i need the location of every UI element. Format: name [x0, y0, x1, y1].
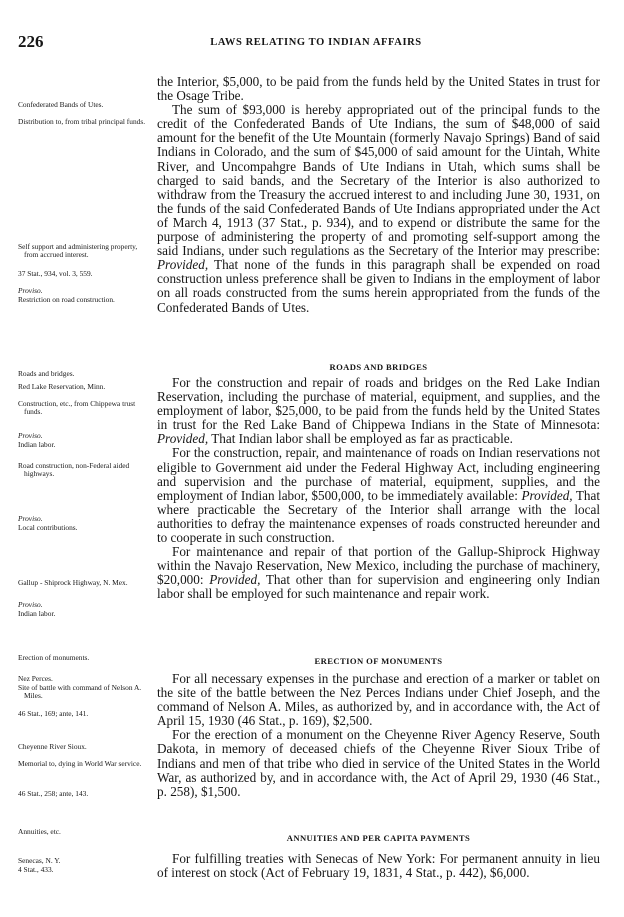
sidenote: Nez Perces. [18, 674, 53, 683]
sidenote: Restriction on road construction. [18, 295, 115, 304]
paragraph: For maintenance and repair of that portion of the Gallup-Shiprock Highway within the Navajo Reservation, New Mexico, including the purchase of machinery, $20,000: Provided, That other than for supervision and engineering only Indian labor shall be employed for such maintenance and repair work. [157, 544, 601, 602]
sidenote: Distribution to, from tribal principal funds. [18, 117, 146, 126]
paragraph: The sum of $93,000 is hereby appropriated out of the principal funds to the credit of the Confederated Bands of Ute Indians, the sum of $48,000 of said amount for the benefit of the Ute Mountain (formerly Navajo Springs) Band of said Indians in Colorado, and the sum of $45,000 of said amount for the Uintah, White River, and Uncompahgre Bands of Ute Indians in Utah, which sums shall be charged to said bands, and the Secretary of the Interior is also authorized to withdraw from the Treasury the accrued interest to and including June 30, 1931, on the funds of the said Confederated Bands of Ute Indians appropriated under the Act of March 4, 1913 (37 Stat., p. 934), and to expend or distribute the same for the purpose of administering the property of and promoting self-support among the said Indians, under such regulations as the Secretary of the Interior may prescribe: Provided, That none of the funds in this paragraph shall be expended on road construction unless preference shall be given to Indians in the employment of labor on all roads constructed from the sums herein appropriated from the funds of the Confederated Bands of Utes. [157, 102, 601, 315]
sidenote-proviso: Proviso. [18, 431, 43, 440]
section-heading: ERECTION OF MONUMENTS [314, 656, 443, 666]
section-heading: ANNUITIES AND PER CAPITA PAYMENTS [286, 833, 471, 843]
text-block-utes [157, 75, 600, 315]
page-header [18, 32, 614, 52]
sidenote: 46 Stat., 169; ante, 141. [18, 709, 89, 718]
sidenote-proviso: Proviso. [18, 286, 43, 295]
sidenote: Indian labor. [18, 609, 56, 618]
sidenote-proviso: Proviso. [18, 514, 43, 523]
sidenote: 37 Stat., 934, vol. 3, 559. [18, 269, 93, 278]
proviso-word: Provided, [157, 257, 209, 273]
sidenote: Confederated Bands of Utes. [18, 100, 104, 109]
sidenote: Erection of monuments. [18, 653, 90, 662]
paragraph: For all necessary expenses in the purchase and erection of a marker or tablet on the site of the battle between the Nez Perces Indians under Chief Joseph, and the command of Nelson A. Miles, as authorized by, and in accordance with, the Act of April 15, 1930 (46 Stat., p. 169), $2,500. [157, 671, 600, 729]
text-block-annuities [157, 852, 600, 880]
sidenote: Site of battle with command of Nelson A. Miles. [18, 683, 142, 701]
sidenote: Cheyenne River Sioux. [18, 742, 87, 751]
sidenote: Senecas, N. Y. [18, 856, 61, 865]
sidenote: Road construction, non-Federal aided highways. [18, 461, 130, 479]
section-heading: ROADS AND BRIDGES [329, 362, 428, 372]
sidenote: Red Lake Reservation, Minn. [18, 382, 106, 391]
sidenote: 46 Stat., 258; ante, 143. [18, 789, 89, 798]
page-number: 226 [18, 32, 44, 51]
sidenote: Annuities, etc. [18, 827, 61, 836]
paragraph: For the construction and repair of roads and bridges on the Red Lake Indian Reservation, including the purchase of material, equipment, and supplies, and the employment of labor, $25,000, to be paid from the funds held by the United States in trust for the Red Lake Band of Chippewa Indians in the State of Minnesota: Provided, That Indian labor shall be employed as far as practicable. [157, 375, 600, 447]
sidenote: Roads and bridges. [18, 369, 75, 378]
paragraph: For the construction, repair, and maintenance of roads on Indian reservations not eligible to Government aid under the Federal Highway Act, including engineering and supervision and the purchase of material, equipment, supplies, and the employment of Indian labor, $500,000, to be immediately available: Provided, That where practicable the Secretary of the Interior shall arrange with the local authorities to defray the maintenance expenses of roads constructed hereunder and to cooperate in such construction. [157, 445, 601, 546]
sidenote: Self support and administering property, from accrued interest. [18, 242, 138, 260]
sidenote: 4 Stat., 433. [18, 865, 54, 874]
sidenote: Memorial to, dying in World War service. [18, 759, 142, 768]
text-block-monuments [157, 672, 600, 799]
sidenote: Construction, etc., from Chippewa trust funds. [18, 399, 136, 417]
sidenote-proviso: Proviso. [18, 600, 43, 609]
running-title: LAWS RELATING TO INDIAN AFFAIRS [210, 37, 422, 48]
sidenote: Gallup - Shiprock Highway, N. Mex. [18, 578, 128, 587]
sidenote: Local contributions. [18, 523, 78, 532]
sidenote: Indian labor. [18, 440, 56, 449]
paragraph: For fulfilling treaties with Senecas of New York: For permanent annuity in lieu of interest on stock (Act of February 19, 1831, 4 Stat., p. 442), $6,000. [157, 851, 600, 881]
paragraph: For the erection of a monument on the Cheyenne River Agency Reserve, South Dakota, in memory of deceased chiefs of the Cheyenne River Sioux Tribe of Indians and men of that tribe who died in service of the United States in the World War, as authorized by, and in accordance with, the Act of April 29, 1930 (46 Stat., p. 258), $1,500. [157, 727, 600, 799]
text-block-roads [157, 376, 600, 602]
paragraph: the Interior, $5,000, to be paid from the funds held by the United States in trust for the Osage Tribe. [157, 74, 600, 104]
